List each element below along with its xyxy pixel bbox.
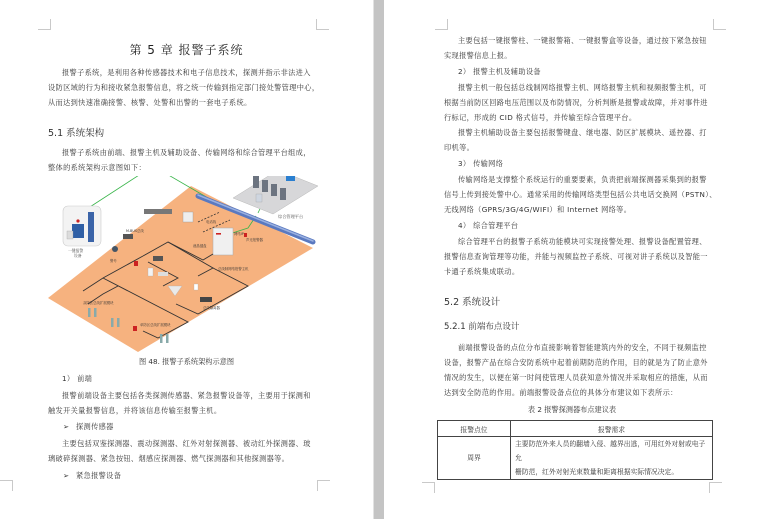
svg-text:警号: 警号 xyxy=(110,259,117,263)
svg-text:双防区总线扩展模块: 双防区总线扩展模块 xyxy=(83,301,114,305)
document-page-left xyxy=(0,0,373,519)
system-architecture-diagram xyxy=(48,176,348,352)
paragraph-line: 印机等。 xyxy=(444,143,475,152)
list-heading: 2） 报警主机及辅助设备 xyxy=(458,67,541,76)
svg-text:一键报警: 一键报警 xyxy=(68,248,84,253)
crop-mark xyxy=(709,482,722,493)
paragraph-line: 达到安全防范的作用。前端报警设备点位的具体分布建议如下表所示： xyxy=(444,388,678,397)
paragraph-line: 整体的系统架构示意图如下： xyxy=(48,163,146,172)
paragraph-line: 触发开关量报警信息，并将该信息传输至报警主机。 xyxy=(48,406,222,415)
paragraph-line: 综合管理平台的报警子系统功能模块可实现接警处理、报警设备配置管理、 xyxy=(458,237,707,246)
crop-mark xyxy=(713,19,726,30)
table-cell-requirement xyxy=(511,437,713,480)
paragraph-line: 前端报警设备的点位分布直接影响着智能建筑内外的安全，不同于视频监控 xyxy=(458,343,707,352)
paragraph-line: 根据当前防区回路电压范围以及布防情况，分析判断是报警或故障，并对事件进 xyxy=(444,98,708,107)
table-header-row xyxy=(438,421,713,437)
section-heading: 5.1 系统架构 xyxy=(48,128,105,139)
chapter-title: 第 5 章 报警子系统 xyxy=(129,43,244,57)
list-heading: 3） 传输网络 xyxy=(458,159,504,168)
bullet-glyph: ➢ xyxy=(63,422,70,431)
paragraph-line: 报警主机辅助设备主要包括报警键盘、继电器、防区扩展模块、遥控器、打 xyxy=(458,128,707,137)
paragraph-line: 设防区域的行为和接收紧急报警信息，将之统一传输到指定部门接处警管理中心， xyxy=(48,83,320,92)
alarm-placement-table xyxy=(437,420,713,480)
list-heading: 1） 前端 xyxy=(62,374,93,383)
svg-text:设备: 设备 xyxy=(74,253,82,258)
paragraph-line: 主要包括双鉴探测器、震动探测器、红外对射探测器、被动红外探测器、玻 xyxy=(62,439,311,448)
svg-text:总线隔离器: 总线隔离器 xyxy=(203,306,220,310)
table-caption: 表 2 报警探测器布点建议表 xyxy=(527,405,617,414)
paragraph-line: 设备，报警产品在综合安防系统中起着前期防范的作用，目的就是为了防止意外 xyxy=(444,358,708,367)
column-header: 报警需求 xyxy=(511,421,713,437)
crop-mark xyxy=(38,19,51,30)
alarm-host xyxy=(213,228,233,255)
svg-text:网络IP: 网络IP xyxy=(234,232,244,236)
paragraph-line: 传输网络是支撑整个系统运行的重要要素，负责把前端探测器采集到的报警 xyxy=(458,175,707,184)
crop-mark xyxy=(422,482,435,493)
svg-text:电话线: 电话线 xyxy=(206,220,217,224)
paragraph-line: 报警信息查询管理等功能，并能与视频监控子系统、可视对讲子系统以及智能一 xyxy=(444,252,708,261)
bullet-item: 紧急报警设备 xyxy=(76,471,122,480)
paragraph-line: 主要包括一键报警柱、一键报警箱、一键报警盒等设备，通过按下紧急按钮 xyxy=(458,36,707,45)
paragraph-line: 报警子系统，是利用各种传感器技术和电子信息技术，探测并指示非法进入 xyxy=(62,68,311,77)
crop-mark xyxy=(316,19,329,30)
svg-text:液晶键盘: 液晶键盘 xyxy=(193,244,207,248)
paragraph-line: 卡通子系统集成联动。 xyxy=(444,267,520,276)
svg-text:综合管理平台: 综合管理平台 xyxy=(278,214,304,219)
list-heading: 4） 综合管理平台 xyxy=(458,221,519,230)
relay-module xyxy=(144,209,172,214)
paragraph-line: 行标记，形成的 CID 格式信号，并传输至综合管理平台。 xyxy=(444,113,637,122)
table-cell-position: 周界 xyxy=(438,437,511,480)
paragraph-line: 报警前端设备主要包括各类探测传感器、紧急报警设备等，主要用于探测和 xyxy=(62,391,311,400)
bullet-item: 探测传感器 xyxy=(76,422,114,431)
section-heading: 5.2 系统设计 xyxy=(444,297,501,308)
paragraph-line: 情况的发生，以便在第一时间使管理人员获知意外情况并采取相应的措施，从而 xyxy=(444,373,708,382)
bullet-glyph: ➢ xyxy=(63,471,70,480)
crop-mark xyxy=(317,480,330,491)
crop-mark xyxy=(0,480,13,491)
cell-line: 栅防范，红外对射光束数量和距离根据实际情况决定。 xyxy=(515,468,679,476)
subsection-heading: 5.2.1 前端布点设计 xyxy=(444,322,520,332)
paragraph-line: 报警子系统由前端、报警主机及辅助设备、传输网络和综合管理平台组成， xyxy=(62,148,311,157)
paragraph-line: 报警主机一般包括总线制网络报警主机、网络报警主机和视频报警主机，可 xyxy=(458,83,707,92)
svg-text:总线制网络报警主机: 总线制网络报警主机 xyxy=(218,267,249,271)
column-header: 报警点位 xyxy=(438,421,511,437)
svg-text:M-BUS总线: M-BUS总线 xyxy=(126,229,144,233)
cell-line: 主要防范外来人员的翻墙入侵、越界出逃，可用红外对射或电子允 xyxy=(515,440,706,462)
paragraph-line: 无线网络（GPRS/3G/4G/WIFI）和 Internet 网络等。 xyxy=(444,205,632,214)
svg-text:单防区总线扩展模块: 单防区总线扩展模块 xyxy=(140,323,171,327)
paragraph-line: 实现报警信息上报。 xyxy=(444,51,512,60)
table-row xyxy=(438,437,713,480)
crop-mark xyxy=(435,19,448,30)
figure-caption: 图 48. 报警子系统架构示意图 xyxy=(138,357,235,366)
svg-text:声光报警器: 声光报警器 xyxy=(246,238,263,242)
paragraph-line: 信号上传到接处警中心。通常采用的传输网络类型包括公共电话交换网（PSTN）、 xyxy=(444,190,717,199)
paragraph-line: 从而达到快速准确接警、核警、处警和出警的一套电子系统。 xyxy=(48,98,252,107)
paragraph-line: 璃破碎探测器、紧急按钮、烟感应探测器、燃气探测器和其他探测器等。 xyxy=(48,454,290,463)
